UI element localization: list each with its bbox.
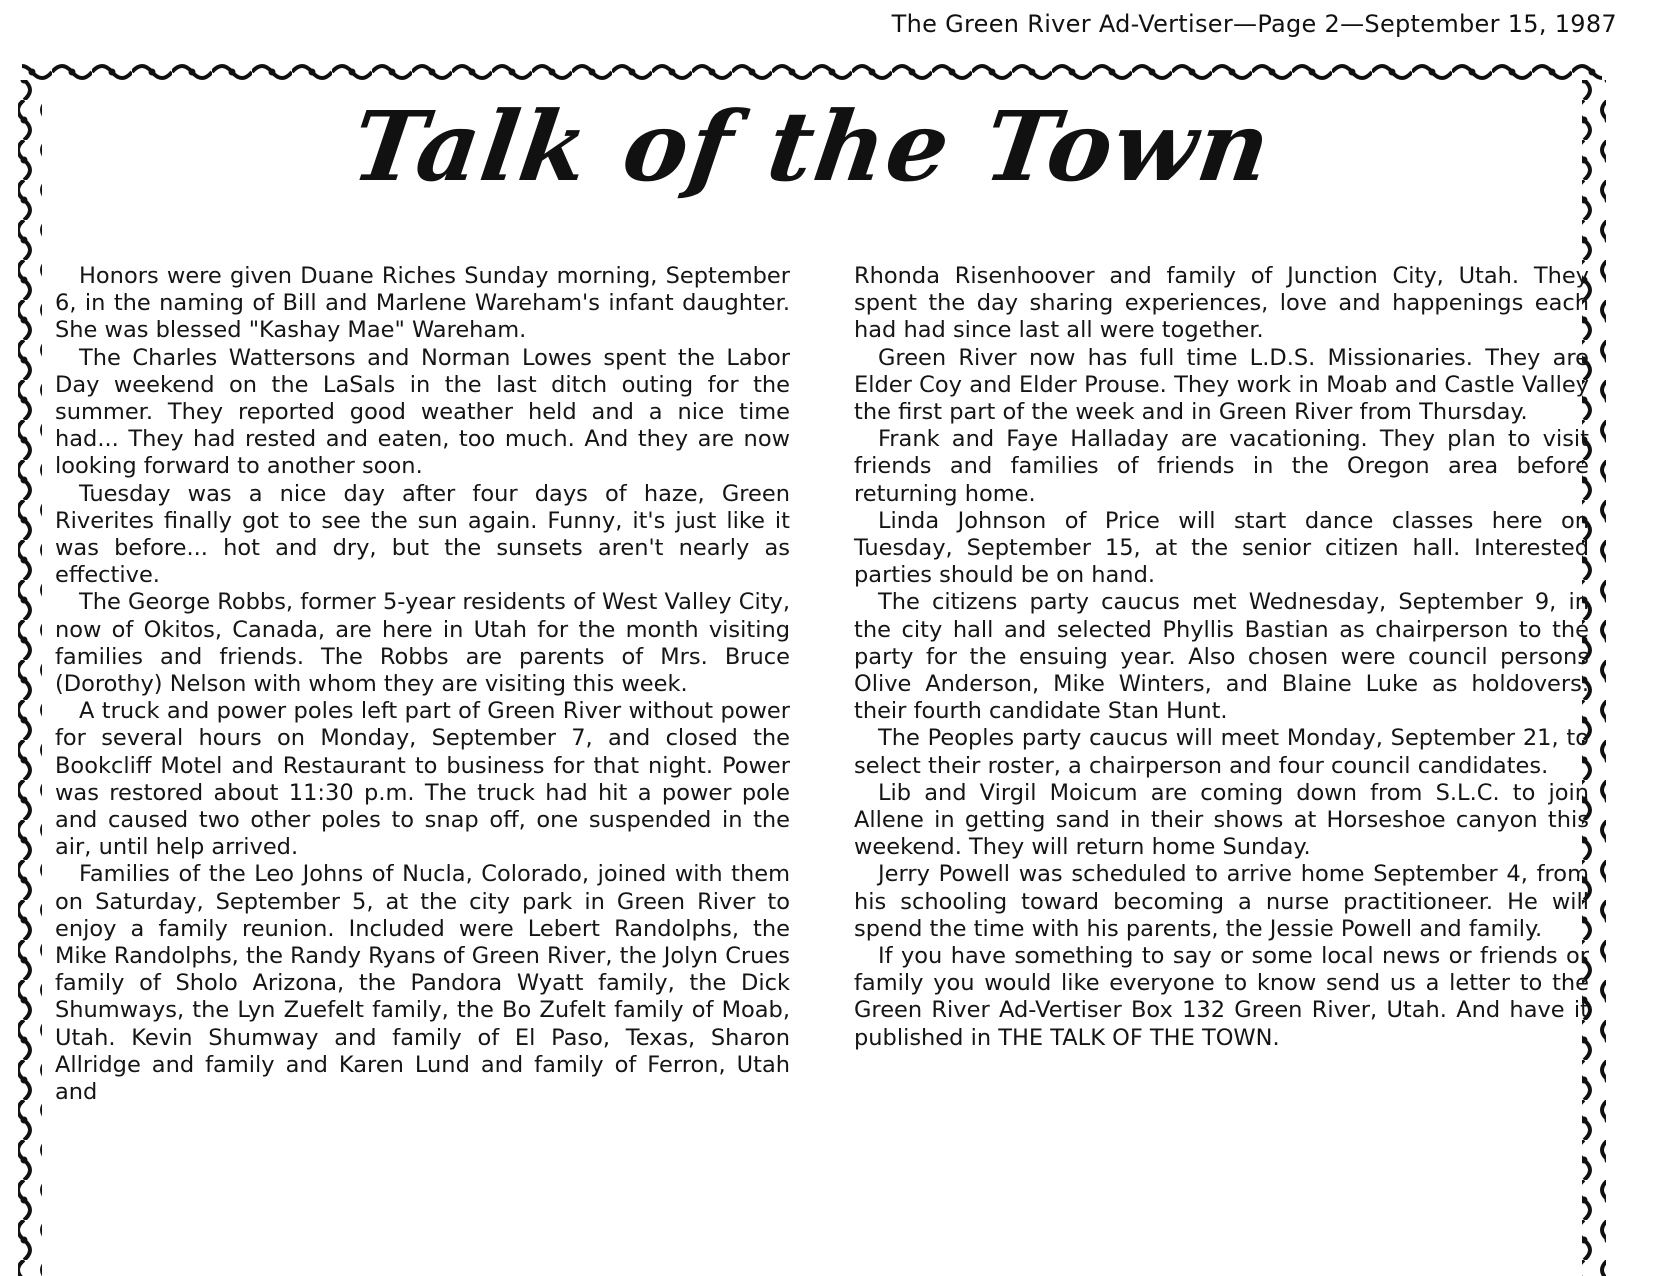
- article-paragraph: Families of the Leo Johns of Nucla, Colorado, joined with them on Saturday, September 5, at the city park in Green River to enjoy a family reunion. Included were Lebert Randolphs, the Mike Randolphs, the Randy Ryans of Green River, the Jolyn Crues family of Sholo Arizona, the Pandora Wyatt family, the Dick Shumways, the Lyn Zuefelt family, the Bo Zufelt family of Moab, Utah. Kevin Shumway and family of El Paso, Texas, Sharon Allridge and family and Karen Lund and family of Ferron, Utah and: [55, 861, 790, 1106]
- article-paragraph: The citizens party caucus met Wednesday, September 9, in the city hall and selected Phyllis Bastian as chairperson to the party for the ensuing year. Also chosen were council persons Olive Anderson, Mike Winters, and Blaine Luke as holdovers. their fourth candidate Stan Hunt.: [854, 589, 1589, 725]
- article-paragraph: The George Robbs, former 5-year residents of West Valley City, now of Okitos, Canada, are here in Utah for the month visiting families and friends. The Robbs are parents of Mrs. Bruce (Dorothy) Nelson with whom they are visiting this week.: [55, 589, 790, 698]
- article-paragraph: The Peoples party caucus will meet Monday, September 21, to select their roster, a chairperson and four council candidates.: [854, 725, 1589, 779]
- article-paragraph: Green River now has full time L.D.S. Missionaries. They are Elder Coy and Elder Prouse. They work in Moab and Castle Valley the first part of the week and in Green River from Thursday.: [854, 344, 1589, 426]
- article-paragraph: Lib and Virgil Moicum are coming down from S.L.C. to join Allene in getting sand in their shows at Horseshoe canyon this weekend. They will return home Sunday.: [854, 779, 1589, 861]
- article-paragraph: Jerry Powell was scheduled to arrive home September 4, from his schooling toward becoming a nurse practitioneer. He will spend the time with his parents, the Jessie Powell and family.: [854, 861, 1589, 942]
- right-column: [854, 263, 1589, 1052]
- article-paragraph: A truck and power poles left part of Green River without power for several hours on Monday, September 7, and closed the Bookcliff Motel and Restaurant to business for that night. Power was restored about 11:30 p.m. The truck had hit a power pole and caused two other poles to snap off, one suspended in the air, until help arrived.: [55, 698, 790, 861]
- article-paragraph: The Charles Wattersons and Norman Lowes spent the Labor Day weekend on the LaSals in the last ditch outing for the summer. They reported good weather held and a nice time had... They had rested and eaten, too much. And they are now looking forward to another soon.: [55, 344, 790, 480]
- article-paragraph: Tuesday was a nice day after four days of haze, Green Riverites finally got to see the sun again. Funny, it's just like it was before... hot and dry, but the sunsets aren't nearly as effective.: [55, 480, 790, 589]
- article-paragraph: If you have something to say or some local news or friends or family you would like everyone to know send us a letter to the Green River Ad-Vertiser Box 132 Green River, Utah. And have it published in THE TALK OF THE TOWN.: [854, 943, 1589, 1051]
- article-paragraph: Honors were given Duane Riches Sunday morning, September 6, in the naming of Bill and Marlene Wareham's infant daughter. She was blessed "Kashay Mae" Wareham.: [55, 263, 790, 344]
- page-header: The Green River Ad-Vertiser—Page 2—September 15, 1987: [891, 10, 1617, 38]
- masthead-title: Talk of the Town: [345, 90, 1279, 203]
- decorative-border: [12, 60, 1612, 1276]
- article-paragraph-continued: Rhonda Risenhoover and family of Junction City, Utah. They spent the day sharing experiences, love and happenings each had had since last all were together.: [854, 263, 1589, 344]
- article-paragraph: Frank and Faye Halladay are vacationing. They plan to visit friends and families of friends in the Oregon area before returning home.: [854, 426, 1589, 507]
- left-column: [55, 263, 790, 1106]
- article-paragraph: Linda Johnson of Price will start dance classes here on Tuesday, September 15, at the senior citizen hall. Interested parties should be on hand.: [854, 507, 1589, 589]
